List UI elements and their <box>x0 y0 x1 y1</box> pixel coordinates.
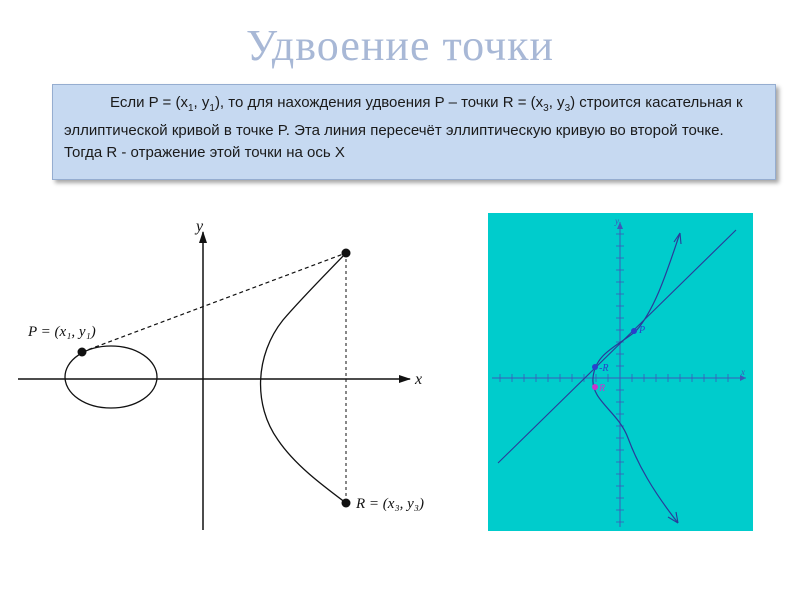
curve-open-branch <box>261 253 346 503</box>
graph-point-p-label: P <box>639 325 646 336</box>
graph-diagram <box>488 213 753 531</box>
point-r <box>342 499 351 508</box>
graph-point-neg-r <box>592 364 598 370</box>
curve-oval-component <box>65 346 157 408</box>
x-axis-label: x <box>415 371 423 388</box>
description-text: Если $P = (x_1$, $y_1$), то для нахождения удвоения P – точки $R = (x_3$, $y_3$) строится касательная к эллиптической кривой в точке P. Эта линия пересечёт эллиптическую кривую во второй точке. Тогда R - отражение этой точки на ось X <box>64 94 743 161</box>
slide-title: Удвоение точки <box>245 21 555 70</box>
point-r-label: R = (x₃, y₃) <box>356 496 425 512</box>
graph-y-axis-label: y <box>615 216 619 226</box>
tangent-intersection-point <box>342 249 351 258</box>
tangent-line <box>82 253 346 352</box>
graph-point-neg-r-label: -R <box>599 363 609 374</box>
y-axis-label: y <box>196 218 204 235</box>
graph-point-r-label: R <box>599 383 606 394</box>
graph-point-r <box>592 384 598 390</box>
point-p <box>78 348 87 357</box>
point-p-label: P = (x₁, y₁) <box>28 324 96 340</box>
graph-point-p <box>631 328 637 334</box>
graph-x-axis-label: x <box>741 367 745 377</box>
